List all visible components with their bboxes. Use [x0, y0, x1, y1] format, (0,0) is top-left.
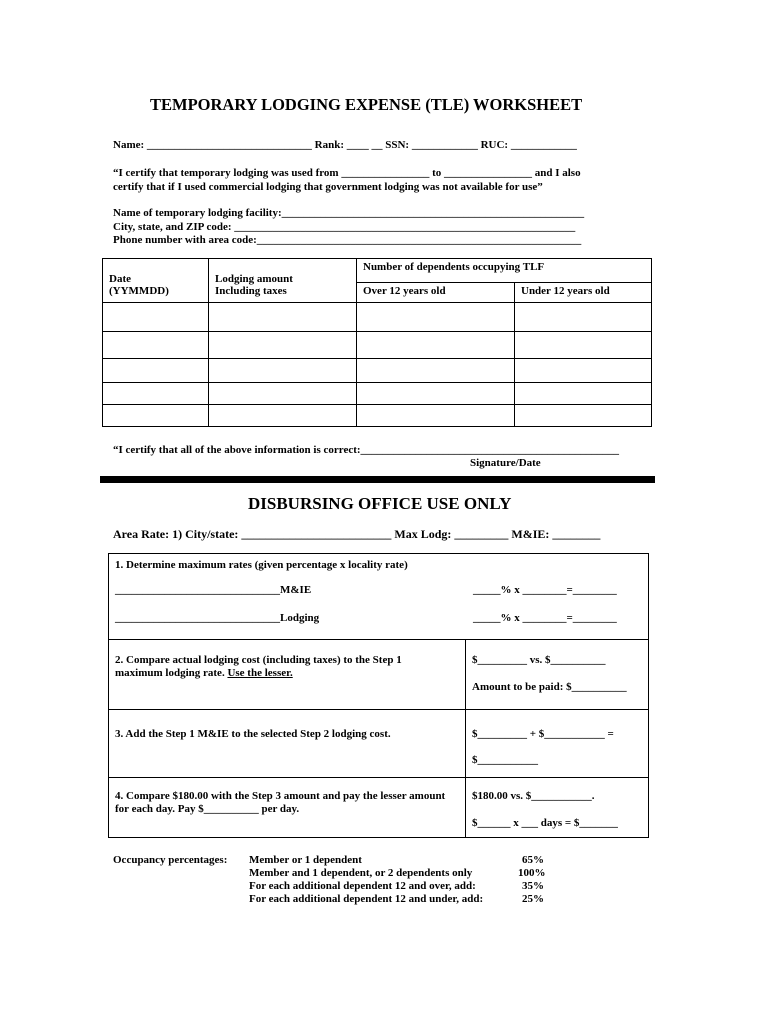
step-4-calc-cell — [466, 778, 649, 838]
step-3-calc-cell — [466, 710, 649, 778]
table-row — [103, 405, 652, 427]
table-row — [103, 332, 652, 359]
use-lesser-text: Use the lesser. — [227, 667, 293, 679]
step-1-lodging-calc[interactable]: _____% x ________=________ — [473, 612, 617, 624]
list-item: For each additional dependent 12 and over, add: — [249, 880, 476, 892]
step-1-mie-field[interactable]: ______________________________M&IE — [115, 584, 312, 596]
step-1-lodging-field[interactable]: ______________________________Lodging — [115, 612, 320, 624]
step-2-text-1: 2. Compare actual lodging cost (including taxes) to the Step 1 — [115, 654, 402, 666]
list-item: 65% — [522, 854, 544, 866]
disbursing-table — [108, 553, 649, 838]
section-divider — [100, 476, 655, 483]
facility-name-field[interactable]: Name of temporary lodging facility:_______________________________________________________ — [113, 207, 585, 219]
step-1-heading: 1. Determine maximum rates (given percentage x locality rate) — [115, 559, 408, 571]
step-2-calc-cell — [466, 640, 649, 710]
step-3-total-field[interactable]: $___________ — [472, 754, 538, 766]
header-fields[interactable]: Name: ______________________________ Rank: ____ __ SSN: ____________ RUC: ____________ — [113, 139, 577, 151]
list-item: 35% — [522, 880, 544, 892]
step-4-text-1: 4. Compare $180.00 with the Step 3 amount and pay the lesser amount — [115, 790, 446, 802]
step-2-text-2: maximum lodging rate. Use the lesser. — [115, 667, 293, 679]
step-3-text-cell — [109, 710, 466, 778]
signature-label: Signature/Date — [470, 457, 541, 469]
step-4-compare-field[interactable]: $180.00 vs. $___________. — [472, 790, 595, 802]
step-2-text-cell — [109, 640, 466, 710]
table-row — [103, 303, 652, 332]
step-1-cell — [109, 554, 649, 640]
list-item: 25% — [522, 893, 544, 905]
certify-line-2: certify that if I used commercial lodging that government lodging was not available for use” — [113, 181, 543, 193]
step-4-days-field[interactable]: $______ x ___ days = $_______ — [472, 817, 618, 829]
occupancy-label: Occupancy percentages: — [113, 854, 228, 866]
certify-line-1: “I certify that temporary lodging was used from ________________ to ________________ and I also — [113, 167, 581, 179]
date-column-header: Date (YYMMDD) — [103, 259, 209, 303]
step-2-compare-field[interactable]: $_________ vs. $__________ — [472, 654, 606, 666]
page-title: TEMPORARY LODGING EXPENSE (TLE) WORKSHEET — [150, 95, 583, 114]
list-item: 100% — [518, 867, 546, 879]
table-row — [103, 383, 652, 405]
list-item: Member and 1 dependent, or 2 dependents only — [249, 867, 473, 879]
phone-field[interactable]: Phone number with area code:___________________________________________________________ — [113, 234, 582, 246]
step-3-text: 3. Add the Step 1 M&IE to the selected Step 2 lodging cost. — [115, 728, 391, 740]
step-4-text-cell — [109, 778, 466, 838]
table-row — [103, 359, 652, 383]
lodging-table — [102, 258, 652, 427]
area-rate-line[interactable]: Area Rate: 1) City/state: _________________________ Max Lodg: _________ M&IE: ________ — [113, 527, 601, 541]
disbursing-title: DISBURSING OFFICE USE ONLY — [248, 494, 512, 513]
step-1-mie-calc[interactable]: _____% x ________=________ — [473, 584, 617, 596]
step-3-sum-field[interactable]: $_________ + $___________ = — [472, 728, 614, 740]
dependents-group-header: Number of dependents occupying TLF — [357, 259, 652, 283]
step-4-text-2[interactable]: for each day. Pay $__________ per day. — [115, 803, 300, 815]
step-2-amount-field[interactable]: Amount to be paid: $__________ — [472, 681, 627, 693]
list-item: Member or 1 dependent — [249, 854, 362, 866]
amount-column-header: Lodging amount Including taxes — [209, 259, 357, 303]
under-12-column-header: Under 12 years old — [515, 283, 652, 303]
city-state-zip-field[interactable]: City, state, and ZIP code: ______________________________________________________________ — [113, 221, 576, 233]
over-12-column-header: Over 12 years old — [357, 283, 515, 303]
certify-correct-field[interactable]: “I certify that all of the above information is correct:_______________________________________________ — [113, 444, 620, 456]
list-item: For each additional dependent 12 and under, add: — [249, 893, 484, 905]
